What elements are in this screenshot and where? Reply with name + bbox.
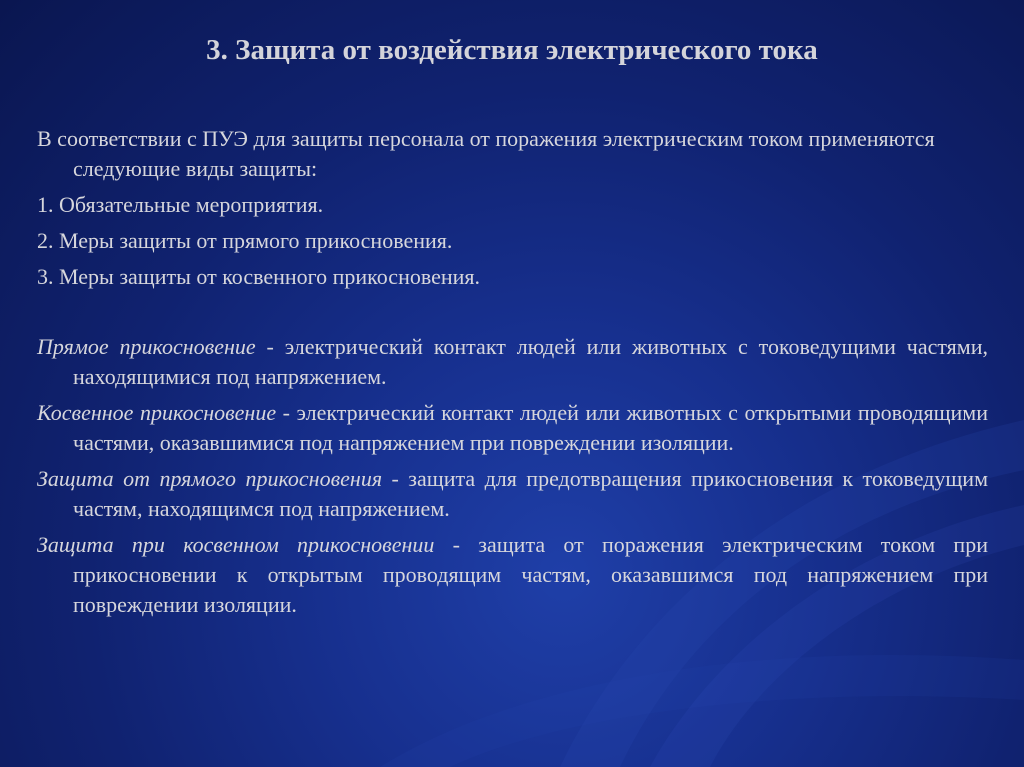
list-item-mandatory-measures: 1. Обязательные мероприятия. — [37, 192, 324, 217]
slide-title: 3. Защита от воздействия электрического тока — [206, 34, 818, 66]
slide-content — [37, 124, 988, 626]
definition-text: - защита от поражения электрическим током при прикосновении к открытым проводящим частям, оказавшимся под напряжением при повреждении изоляции. — [73, 532, 988, 617]
spacer — [37, 298, 988, 332]
definition-text: - защита для предотвращения прикосновения к токоведущим частям, находящимся под напряжением. — [73, 466, 988, 521]
definition-term: Защита при косвенном прикосновении — [37, 532, 435, 557]
definition-indirect-contact — [37, 398, 988, 458]
definition-direct-contact — [37, 332, 988, 392]
list-item-direct-contact-protection: 2. Меры защиты от прямого прикосновения. — [37, 228, 453, 253]
definition-indirect-contact-protection — [37, 530, 988, 620]
definition-term: Косвенное прикосновение — [37, 400, 277, 425]
definition-term: Прямое прикосновение — [37, 334, 256, 359]
definition-text: - электрический контакт людей или животных с открытыми проводящими частями, оказавшимися под напряжением при повреждении изоляции. — [73, 400, 988, 455]
list-item-indirect-contact-protection: 3. Меры защиты от косвенного прикосновения. — [37, 264, 481, 289]
definition-direct-contact-protection — [37, 464, 988, 524]
definition-text: - электрический контакт людей или животных с токоведущими частями, находящимися под напряжением. — [73, 334, 988, 389]
intro-paragraph: В соответствии с ПУЭ для защиты персонала от поражения электрическим током применяются следующие виды защиты: — [37, 126, 935, 181]
definition-term: Защита от прямого прикосновения — [37, 466, 383, 491]
